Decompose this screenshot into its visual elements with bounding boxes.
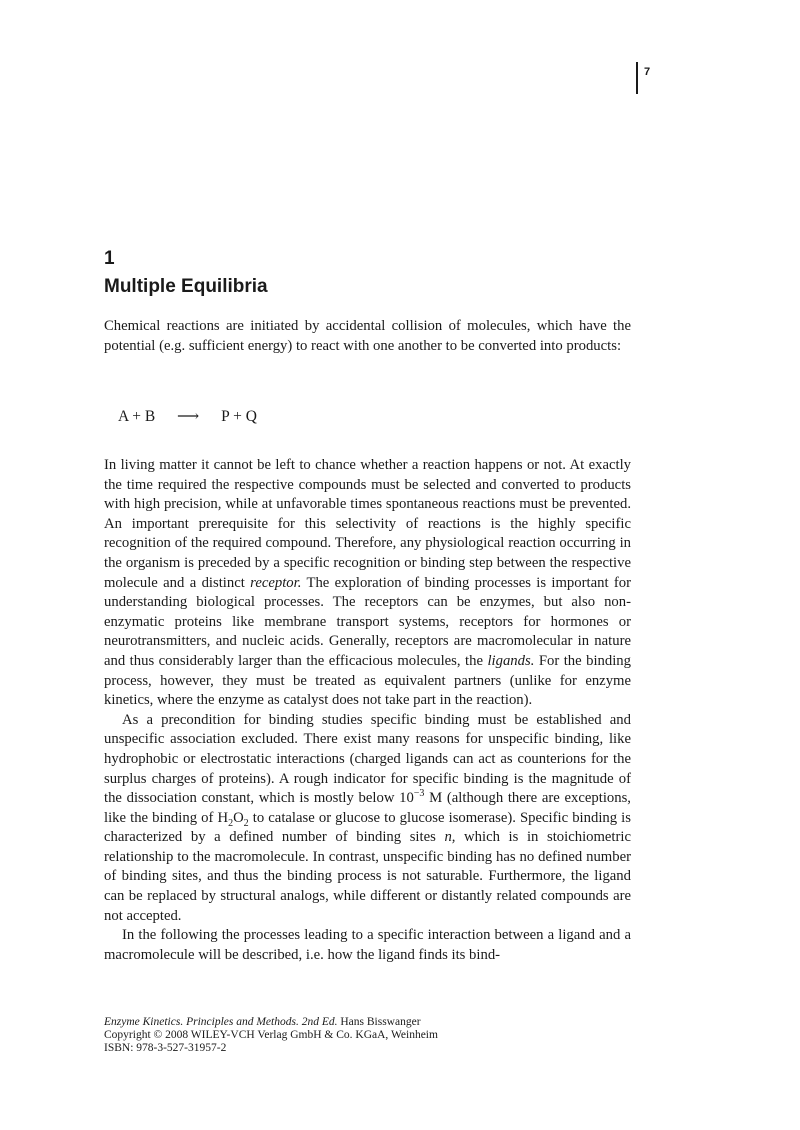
reaction-arrow: ⟶ bbox=[177, 408, 200, 425]
text-span: which is in stoichiometric relationship to the macromolecule. In contrast, unspecific binding has no defined number of binding sites, and thus the binding process is not saturable. Furthermore, the ligand can be replaced by structural analogs, while different or distantly related compounds are not accepted. bbox=[104, 829, 632, 924]
footer bbox=[104, 1016, 438, 1055]
text-span: For the binding process, however, they must be treated as equivalent partners (unlike for enzyme kinetics, where the enzyme as catalyst does not take part in the reaction). bbox=[104, 652, 631, 709]
exponent: −3 bbox=[413, 788, 425, 800]
text-span: The exploration of binding processes is important for understanding biological processes. The receptors can be enzymes, but also non-enzymatic proteins like membrane transport systems, receptors for hormones or neurotransmitters, and nucleic acids. Generally, receptors are macromolecular in nature and thus considerably larger than the efficacious molecules, the bbox=[104, 574, 631, 669]
footer-isbn: ISBN: 978-3-527-31957-2 bbox=[104, 1042, 227, 1054]
paragraph-specific-binding bbox=[104, 711, 631, 927]
text-span: O bbox=[233, 809, 244, 826]
paragraph-following: In the following the processes leading to a specific interaction between a ligand and a macromolecule will be described, i.e. how the ligand finds its bind- bbox=[104, 927, 631, 963]
chapter-title: Multiple Equilibria bbox=[104, 276, 268, 297]
intro-paragraph: Chemical reactions are initiated by accidental collision of molecules, which have the potential (e.g. sufficient energy) to react with one another to be converted into products: bbox=[104, 318, 631, 354]
equation-products: P + Q bbox=[221, 408, 257, 425]
page-number-rule bbox=[636, 62, 638, 94]
subscript: 2 bbox=[228, 817, 234, 829]
book-title: Enzyme Kinetics. Principles and Methods. 2nd Ed. bbox=[104, 1016, 338, 1028]
text-span: As a precondition for binding studies specific binding must be established and unspecific association excluded. There exist many reasons for unspecific binding, like hydrophobic or electrostatic interactions (charged ligands can act as counterions for the surplus charges of proteins). A rough indicator for specific binding is the magnitude of the dissociation constant, which is mostly below 10 bbox=[104, 711, 631, 807]
chapter-number: 1 bbox=[104, 248, 115, 269]
reaction-equation bbox=[118, 407, 257, 426]
page-number: 7 bbox=[644, 66, 651, 78]
text-span: M (although there are exceptions, like the binding of H bbox=[104, 790, 631, 826]
text-span: In living matter it cannot be left to chance whether a reaction happens or not. At exactly the time required the respective compounds must be selected and converted to products with high precision, while at unfavorable times spontaneous reactions must be prevented. An important prerequisite for this selectivity of reactions is the highly specific recognition of the required compound. Therefore, any physiological reaction occurring in the organism is preceded by a specific recognition or binding step between the respective molecule and a distinct bbox=[104, 457, 631, 591]
symbol-n: n, bbox=[444, 829, 456, 846]
subscript: 2 bbox=[243, 817, 249, 829]
text-span: to catalase or glucose to glucose isomerase). Specific binding is characterized by a defined number of binding sites bbox=[104, 809, 631, 846]
footer-citation bbox=[104, 1016, 438, 1029]
main-text bbox=[104, 456, 631, 965]
term-ligands: ligands. bbox=[487, 652, 535, 669]
equation-reactants: A + B bbox=[118, 408, 156, 425]
footer-copyright: Copyright © 2008 WILEY-VCH Verlag GmbH & Co. KGaA, Weinheim bbox=[104, 1029, 438, 1041]
paragraph-living-matter bbox=[104, 456, 631, 711]
term-receptor: receptor. bbox=[250, 574, 302, 591]
author: Hans Bisswanger bbox=[337, 1016, 421, 1028]
